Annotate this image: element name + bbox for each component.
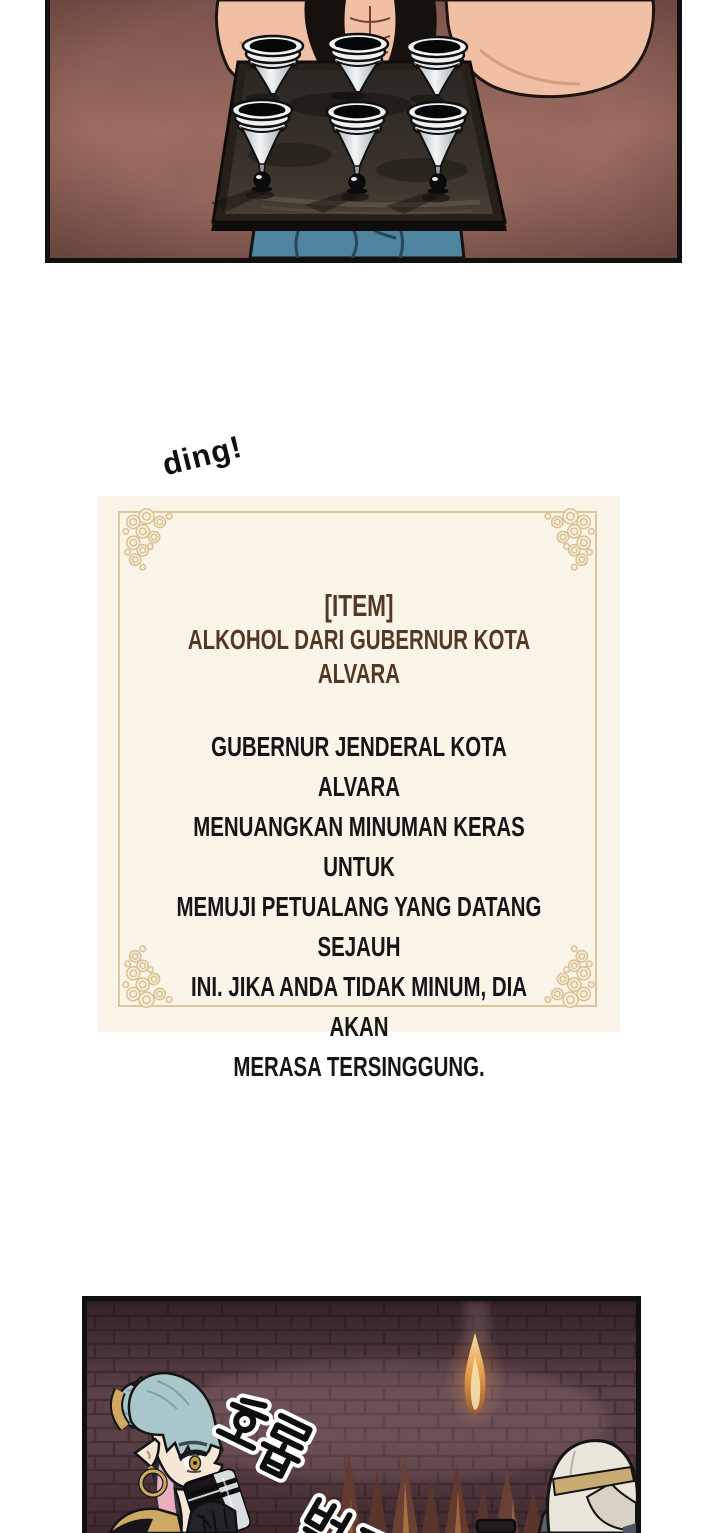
tavern-interior-scene — [87, 1301, 636, 1533]
item-description — [168, 727, 549, 1087]
item-description-line: MERASA TERSINGGUNG. — [233, 1051, 485, 1082]
table-edge — [477, 1520, 515, 1533]
item-description-line: GUBERNUR JENDERAL KOTA ALVARA — [211, 731, 507, 802]
sfx-ding: ding! — [158, 428, 246, 483]
item-description-line: MENUANGKAN MINUMAN KERAS UNTUK — [193, 811, 525, 882]
item-description-line: MEMUJI PETUALANG YANG DATANG SEJAUH — [176, 891, 542, 962]
tavern-servant-scene — [50, 0, 677, 258]
item-notification-box — [98, 496, 620, 1082]
item-description-line: INI. JIKA ANDA TIDAK MINUM, DIA AKAN — [190, 971, 528, 1042]
panel-bottom — [82, 1296, 641, 1533]
item-tag: [ITEM] — [324, 588, 394, 623]
panel-top — [45, 0, 682, 263]
item-title: ALKOHOL DARI GUBERNUR KOTA ALVARA — [187, 624, 531, 689]
